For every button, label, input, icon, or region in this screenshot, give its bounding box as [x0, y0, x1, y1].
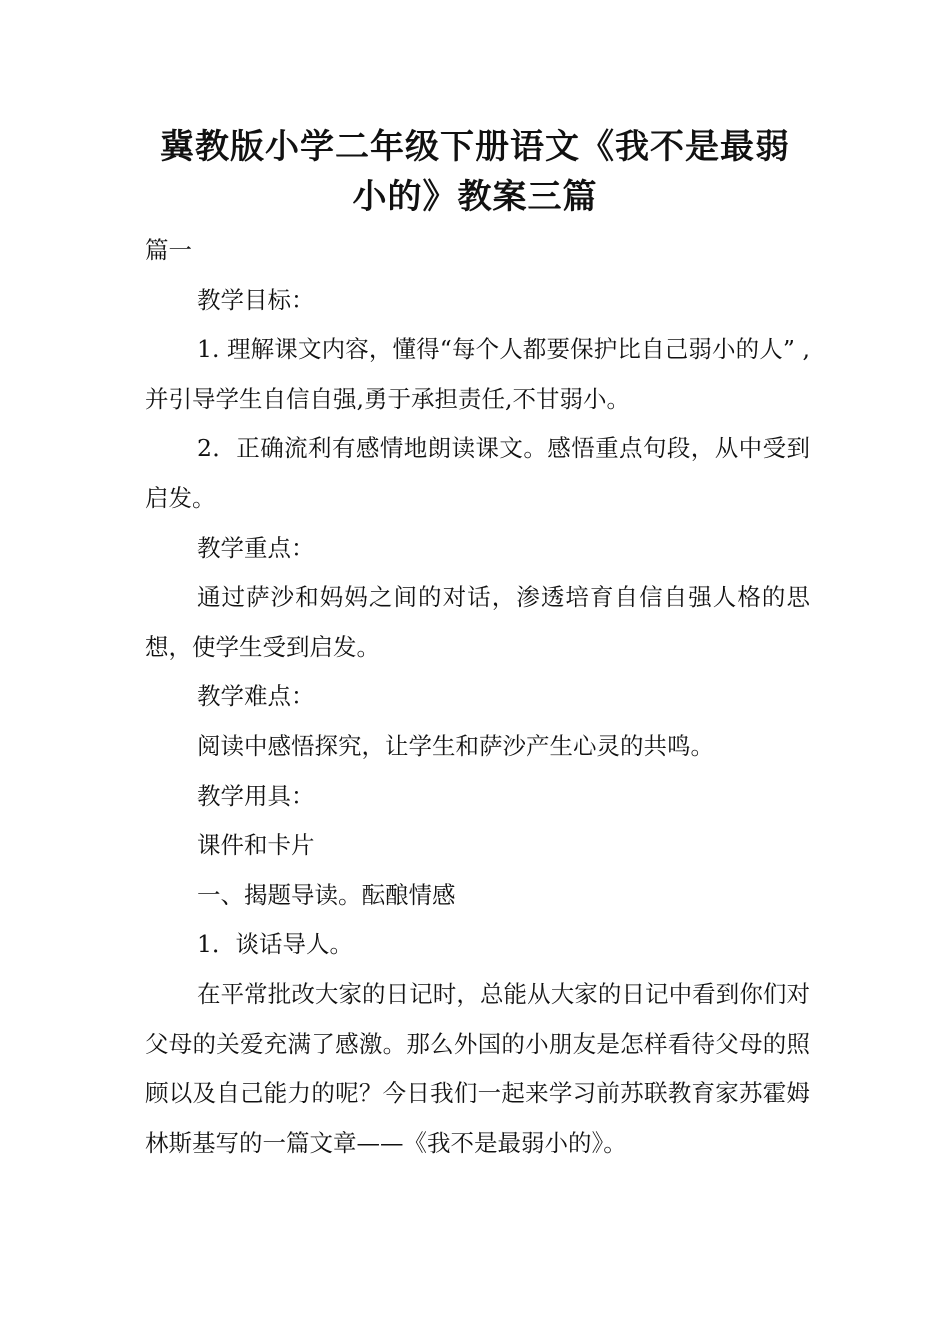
- section-heading: 篇一: [145, 236, 192, 264]
- paragraph: 课件和卡片: [197, 831, 315, 860]
- paragraph: 教学用具：: [197, 781, 315, 810]
- title-line-1: 冀教版小学二年级下册语文《我不是最弱: [160, 127, 790, 167]
- paragraph: 教学目标：: [197, 285, 315, 314]
- paragraph: 一、揭题导读。酝酿情感: [197, 880, 456, 909]
- document-title: [140, 122, 810, 222]
- paragraph: 教学难点：: [197, 682, 315, 711]
- paragraph: 阅读中感悟探究，让学生和萨沙产生心灵的共鸣。: [197, 731, 714, 760]
- title-line-2: 小的》教案三篇: [352, 177, 598, 217]
- paragraph: 1. 理解课文内容，懂得“每个人都要保护比自己弱小的人” ,并引导学生自信自强,勇于承担责任,不甘弱小。: [145, 335, 810, 413]
- paragraph: 1．谈话导人。: [197, 930, 353, 959]
- paragraph: 2．正确流利有感情地朗读课文。感悟重点句段，从中受到启发。: [145, 434, 810, 512]
- paragraph: 教学重点：: [197, 533, 315, 562]
- paragraph: 通过萨沙和妈妈之间的对话，渗透培育自信自强人格的思想，使学生受到启发。: [145, 583, 810, 661]
- paragraph: 在平常批改大家的日记时，总能从大家的日记中看到你们对父母的关爱充满了感激。那么外国的小朋友是怎样看待父母的照顾以及自己能力的呢？今日我们一起来学习前苏联教育家苏霍姆林斯基写的一篇文章——《我不是最弱小的》。: [145, 979, 810, 1157]
- document-body: [145, 226, 810, 1168]
